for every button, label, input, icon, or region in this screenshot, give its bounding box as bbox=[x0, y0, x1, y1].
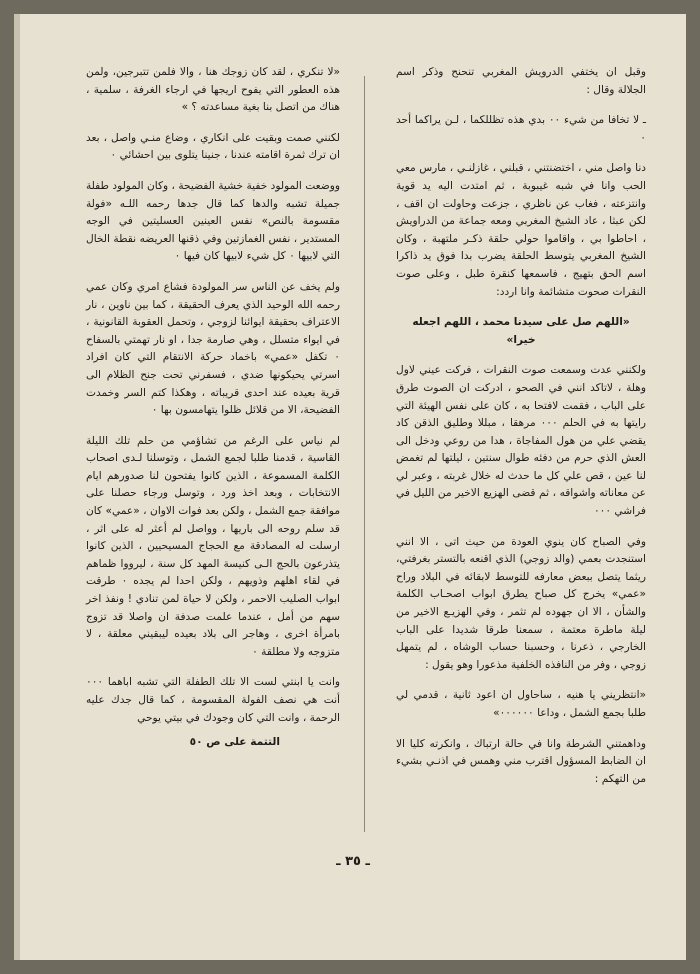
paragraph: «لا تنكري ، لقد كان زوجك هنا ، والا فلمن تتبرجين، ولمن هذه العطور التي يفوح اريجها في ارجاء الغرفة ، سلمية ، هناك من اتصل بنا بغية مساعدته ؟ » bbox=[86, 66, 340, 114]
paragraph: ـ لا تخافا من شيء ٠٠ بدي هذه تظللكما ، لـن يراكما أحد ٠ bbox=[396, 114, 646, 144]
paragraph: وداهمتني الشرطة وانا في حالة ارتباك ، وانكرته كليا الا ان الضابط المسؤول اقترب مني وهمس في اذنـي بشيء من التهكم : bbox=[396, 737, 646, 785]
paragraph: دنا واصل مني ، اختضنتني ، قبلني ، غازلنـي ، مارس معي الحب وانا في شبه غيبوبة ، ثم امتدت اليه يد قوية وانتزعته ، فغاب عن ناظري ، جزعت وحاولت ان اقف ، لكن عبثا ، عاد الشيخ المغربي ومعه جماعة من الدراويش ، احاطوا بي ، واقاموا حولي حلقة ذكـر ملتهبة ، وكان الشيخ المغربي يتوسط الحلقة يضرب بدا فوق يد ذاكرا اسم الحق بتهيج ، فاسمعها كنقرة طبل ، وعلى صوت النقرات صحوت متشائمة وانا اردد: bbox=[396, 162, 646, 298]
left-column bbox=[86, 64, 340, 765]
right-column bbox=[396, 64, 646, 801]
page-number: ـ ٣٥ ـ bbox=[336, 854, 370, 869]
paragraph: «انتظريني يا هنيه ، ساحاول ان اعود ثانية ، قدمي لي طلبا بجمع الشمل ، وداعا ٠٠٠٠٠٠» bbox=[396, 689, 646, 719]
prayer-quote: «اللهم صل على سيدنا محمد ، اللهم اجعله خيرا» bbox=[412, 316, 630, 346]
paragraph: ولكنني عدت وسمعت صوت النقرات ، فركت عيني لاول وهلة ، لاتاكد انني في الصحو ، ادركت ان الصوت طرق على الباب ، فقمت لافتحا به ، كان على نفس الهيئة التي رايتها به في الحلم ٠٠٠ مرهقا ، مبللا وطليق الذقن كاد يقضي علي من هول المفاجاة ، هدا من روعي ودخل الى العش الذي حرم من دفئه طوال سنتين ، ليلتها لم تغمض لنا عين ، قص علي كل ما حدث له خلال غربته ، وعبر لي عن معاناته واشواقه ، ثم قضى الهزيع الاخير من الليل في فراشي ٠٠٠ bbox=[396, 364, 646, 518]
magazine-page bbox=[14, 14, 686, 960]
continuation-note: التتمة على ص ٥٠ bbox=[189, 736, 280, 749]
paragraph: لم نياس على الرغم من تشاؤمي من حلم تلك الليلة القاسية ، قدمنا طلبا لجمع الشمل ، وتوسلنا لـدى اصحاب الكلمة المسموعة ، الذين كانوا يفتحون لنا صدورهم ايام الانتخابات ، وبعد اخذ ورد ، وتوسل ورجاء حصلنا على موافقة جمع الشمل ، ولكن بعد فوات الاوان ، «عمي» كان قد سلم روحه الى باريها ، وواصل لم أعثر له على اثر ، ارسلت له المصادقة مع الحجاج المسيحيين ، الذين كانوا يتذرعون بالحج الـى كنيسة المهد كل سنة ، ليرووا ظماهم في لقاء اهلهم وذويهم ، ولكن احدا لم يجده ٠ طرقت ابواب الصليب الاحمر ، ولكن لا حياة لمن تنادي ! ونفذ اخر سهم من أمل ، عندما علمت صدفة ان واصلا قد تزوج بامرأة اخرى ، وهاجر الى بلاد بعيده ليبقيني معلقة ، لا متزوجه ولا مطلقة ٠ bbox=[86, 434, 340, 658]
paragraph: وقبل ان يختفي الدرويش المغربي تنحنح وذكر اسم الجلالة وقال : bbox=[396, 66, 646, 96]
paragraph: ولم يخف عن الناس سر المولودة فشاع امري وكان عمي رحمه الله الوحيد الذي يعرف الحقيقة ، كما بين ناوين ، نار الاعتراف بحقيقة ايوائنا لزوجي ، وتحمل العقوبة القانونية ، في ايواء متسلل ، وهي صارمة جدا ، او نار تهمتي بالسفاح ٠ تكفل «عمي» باخماد حركة الانتقام التي كان افراد اسرتي يحيكونها ضدي ، فسفرني تحت جنح الظلام الى قرية بعيده عند احدى قريباته ، وهكذا كتم السر وخمدت الفضيحة، الا من قلائل ظلوا يتهامسون بها ٠ bbox=[86, 280, 340, 417]
column-divider bbox=[364, 76, 365, 832]
paragraph: وانت يا ابنتي لست الا تلك الطفلة التي تشبه اباهما ٠٠٠ أنت هي نصف الفولة المقسومة ، كما قال جدك عليه الرحمة ، وانت التي كان وجودك في بيتي يوحي bbox=[86, 676, 340, 724]
paragraph: ووضعت المولود خفية خشية الفضيحة ، وكان المولود طفلة جميلة تشبه والدها كما قال جدها رحمه اللـه «فولة مقسومة بالنص» نفس العينين العسليتين في الوجه المستدير ، نفس الغمازتين وفي ذقنها العريضه نقطة الخال التي لابيها ٠ كل شيء لابيها كان فيها ٠ bbox=[86, 179, 340, 263]
paragraph: وفي الصباح كان ينوي العودة من حيث اتى ، الا انني استنجدت بعمي (والد زوجي) الذي اقنعه بالتستر بغرفتي، ريثما يتصل ببعض معارفه للتوسط لابقائه في البلاد وراح «عمي» يخرج كل صباح يطرق ابواب اصحـاب الكلمة والشأن ، الا ان جهوده لم تثمر ، وفي الهزيـع الاخير من ليلة ماطرة معتمة ، سمعنا طرقا شديدا على الباب الخارجي ، ذعرنا ، وحسبنا حساب الوشاه ، لم يتمهل زوجي ، وفر من النافذه الخلفية مذعورا وهو يقول : bbox=[396, 535, 646, 671]
paragraph: لكنني صمت وبقيت على انكاري ، وضاع منـي واصل ، بعد ان ترك ثمرة اقامته عندنا ، جنينا يتلوى بين احشائي ٠ bbox=[86, 131, 340, 162]
